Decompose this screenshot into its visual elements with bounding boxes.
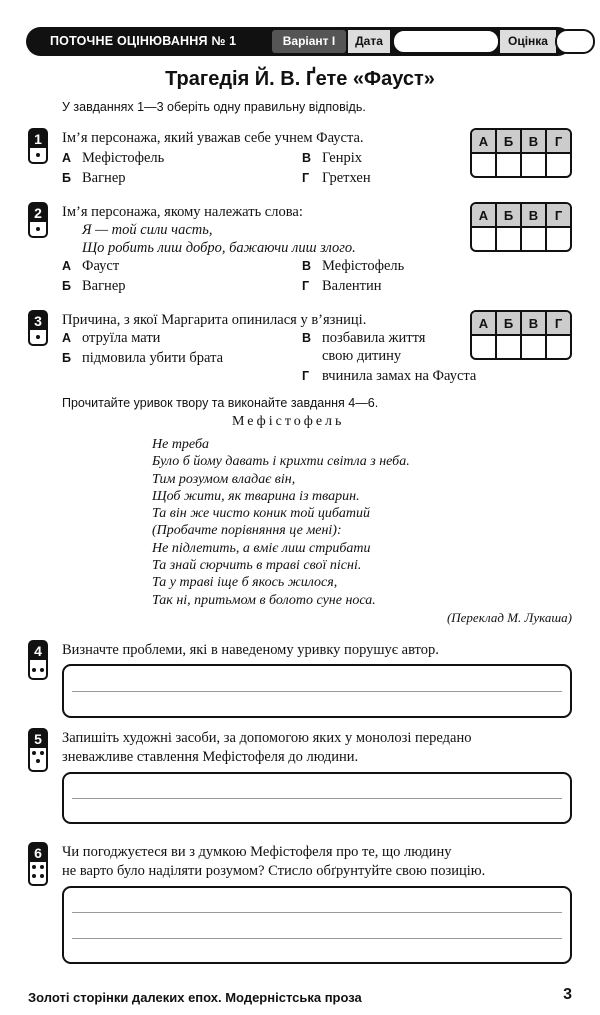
answer-grid-2: А Б В Г bbox=[470, 202, 572, 252]
poem-line: Та він же чисто коник той цибатий bbox=[152, 506, 371, 522]
task-2-option-v[interactable]: В Мефістофель bbox=[302, 258, 405, 274]
poem-line: Тим розумом владає він, bbox=[152, 471, 296, 487]
poem-line: Не підлетить, а вміє лиш стрибати bbox=[152, 540, 371, 556]
task-2-quote-line-2: Що робить лиш добро, бажаючи лиш злого. bbox=[82, 240, 356, 256]
task-3-option-a[interactable]: А отруїла мати bbox=[62, 330, 161, 346]
answer-cell[interactable] bbox=[472, 154, 497, 176]
date-label: Дата bbox=[348, 30, 390, 53]
task-1-question: Ім’я персонажа, який уважав себе учнем Фауста. bbox=[62, 130, 364, 146]
answer-box-5[interactable] bbox=[62, 772, 572, 824]
task-2-option-b[interactable]: Б Вагнер bbox=[62, 278, 126, 294]
page-title: Трагедія Й. В. Ґете «Фауст» bbox=[165, 68, 435, 90]
task-2-quote-line-1: Я — той сили часть, bbox=[82, 222, 213, 238]
task-6-question-line-1: Чи погоджуєтеся ви з думкою Мефістофеля про те, що людину bbox=[62, 844, 452, 860]
book-footer-title: Золоті сторінки далеких епох. Модерністська проза bbox=[28, 990, 362, 1005]
task-number-badge-2: 2 bbox=[28, 202, 48, 238]
task-3-option-v-cont: свою дитину bbox=[322, 348, 402, 364]
task-number-badge-6: 6 bbox=[28, 842, 48, 886]
task-2-option-a[interactable]: А Фауст bbox=[62, 258, 120, 274]
answer-cell[interactable] bbox=[497, 228, 522, 250]
answer-cell[interactable] bbox=[522, 154, 547, 176]
task-number-badge-1: 1 bbox=[28, 128, 48, 164]
grade-label: Оцінка bbox=[500, 30, 556, 53]
task-3-option-v[interactable]: В позбавила життя bbox=[302, 330, 426, 346]
task-1-option-v[interactable]: В Генріх bbox=[302, 150, 363, 166]
assessment-title: ПОТОЧНЕ ОЦІНЮВАННЯ № 1 bbox=[50, 34, 237, 48]
answer-box-4[interactable] bbox=[62, 664, 572, 718]
task-5-question-line-1: Запишіть художні засоби, за допомогою яких у монолозі передано bbox=[62, 730, 472, 746]
poem-line: Та у траві іще б якось жилося, bbox=[152, 575, 338, 591]
poem-line: Так ні, притьмом в болото суне носа. bbox=[152, 592, 376, 608]
answer-cell[interactable] bbox=[522, 336, 547, 358]
task-1-option-b[interactable]: Б Вагнер bbox=[62, 170, 126, 186]
page-number: 3 bbox=[563, 986, 572, 1003]
grade-field[interactable] bbox=[555, 29, 595, 54]
poem-line: Було б йому давать і крихти світла з неба. bbox=[152, 454, 410, 470]
task-1-option-a[interactable]: А Мефістофель bbox=[62, 150, 165, 166]
poem-line: Не треба bbox=[152, 437, 210, 452]
answer-cell[interactable] bbox=[522, 228, 547, 250]
answer-cell[interactable] bbox=[497, 336, 522, 358]
poem-line: (Пробачте порівняння це мені): bbox=[152, 523, 342, 539]
translation-credit: (Переклад М. Лукаша) bbox=[446, 610, 572, 625]
task-1-option-g[interactable]: Г Гретхен bbox=[302, 170, 371, 186]
task-5-question-line-2: зневажливе ставлення Мефістофеля до людини. bbox=[62, 749, 359, 765]
header-bar bbox=[26, 27, 572, 56]
task-3-option-b[interactable]: Б підмовила убити брата bbox=[62, 350, 224, 366]
answer-cell[interactable] bbox=[497, 154, 522, 176]
task-4-question: Визначте проблеми, які в наведеному уривку порушує автор. bbox=[62, 642, 439, 658]
task-6-question-line-2: не варто було наділяти розумом? Стисло обґрунтуйте свою позицію. bbox=[62, 863, 486, 879]
speaker-name: Мефістофель bbox=[232, 414, 345, 429]
poem-line: Та знай сюрчить в траві свої пісні. bbox=[152, 558, 362, 574]
instruction-excerpt: Прочитайте уривок твору та виконайте завдання 4—6. bbox=[62, 396, 379, 410]
variant-label: Варіант I bbox=[272, 30, 346, 53]
answer-cell[interactable] bbox=[547, 228, 570, 250]
task-2-option-g[interactable]: Г Валентин bbox=[302, 278, 382, 294]
answer-box-6[interactable] bbox=[62, 886, 572, 964]
answer-cell[interactable] bbox=[547, 154, 570, 176]
poem-excerpt bbox=[152, 436, 410, 609]
answer-cell[interactable] bbox=[472, 228, 497, 250]
answer-grid-1: А Б В Г bbox=[470, 128, 572, 178]
answer-cell[interactable] bbox=[547, 336, 570, 358]
instruction-mcq: У завданнях 1—3 оберіть одну правильну відповідь. bbox=[62, 100, 366, 114]
task-number-badge-5: 5 bbox=[28, 728, 48, 772]
poem-line: Щоб жити, як тварина із тварин. bbox=[152, 488, 360, 504]
answer-cell[interactable] bbox=[472, 336, 497, 358]
task-2-question: Ім’я персонажа, якому належать слова: bbox=[62, 204, 303, 220]
task-3-question: Причина, з якої Маргарита опинилася у в’язниці. bbox=[62, 312, 367, 328]
task-3-option-g[interactable]: Г вчинила замах на Фауста bbox=[302, 368, 477, 384]
answer-grid-3: А Б В Г bbox=[470, 310, 572, 360]
date-field[interactable] bbox=[392, 29, 500, 54]
task-number-badge-3: 3 bbox=[28, 310, 48, 346]
task-number-badge-4: 4 bbox=[28, 640, 48, 680]
